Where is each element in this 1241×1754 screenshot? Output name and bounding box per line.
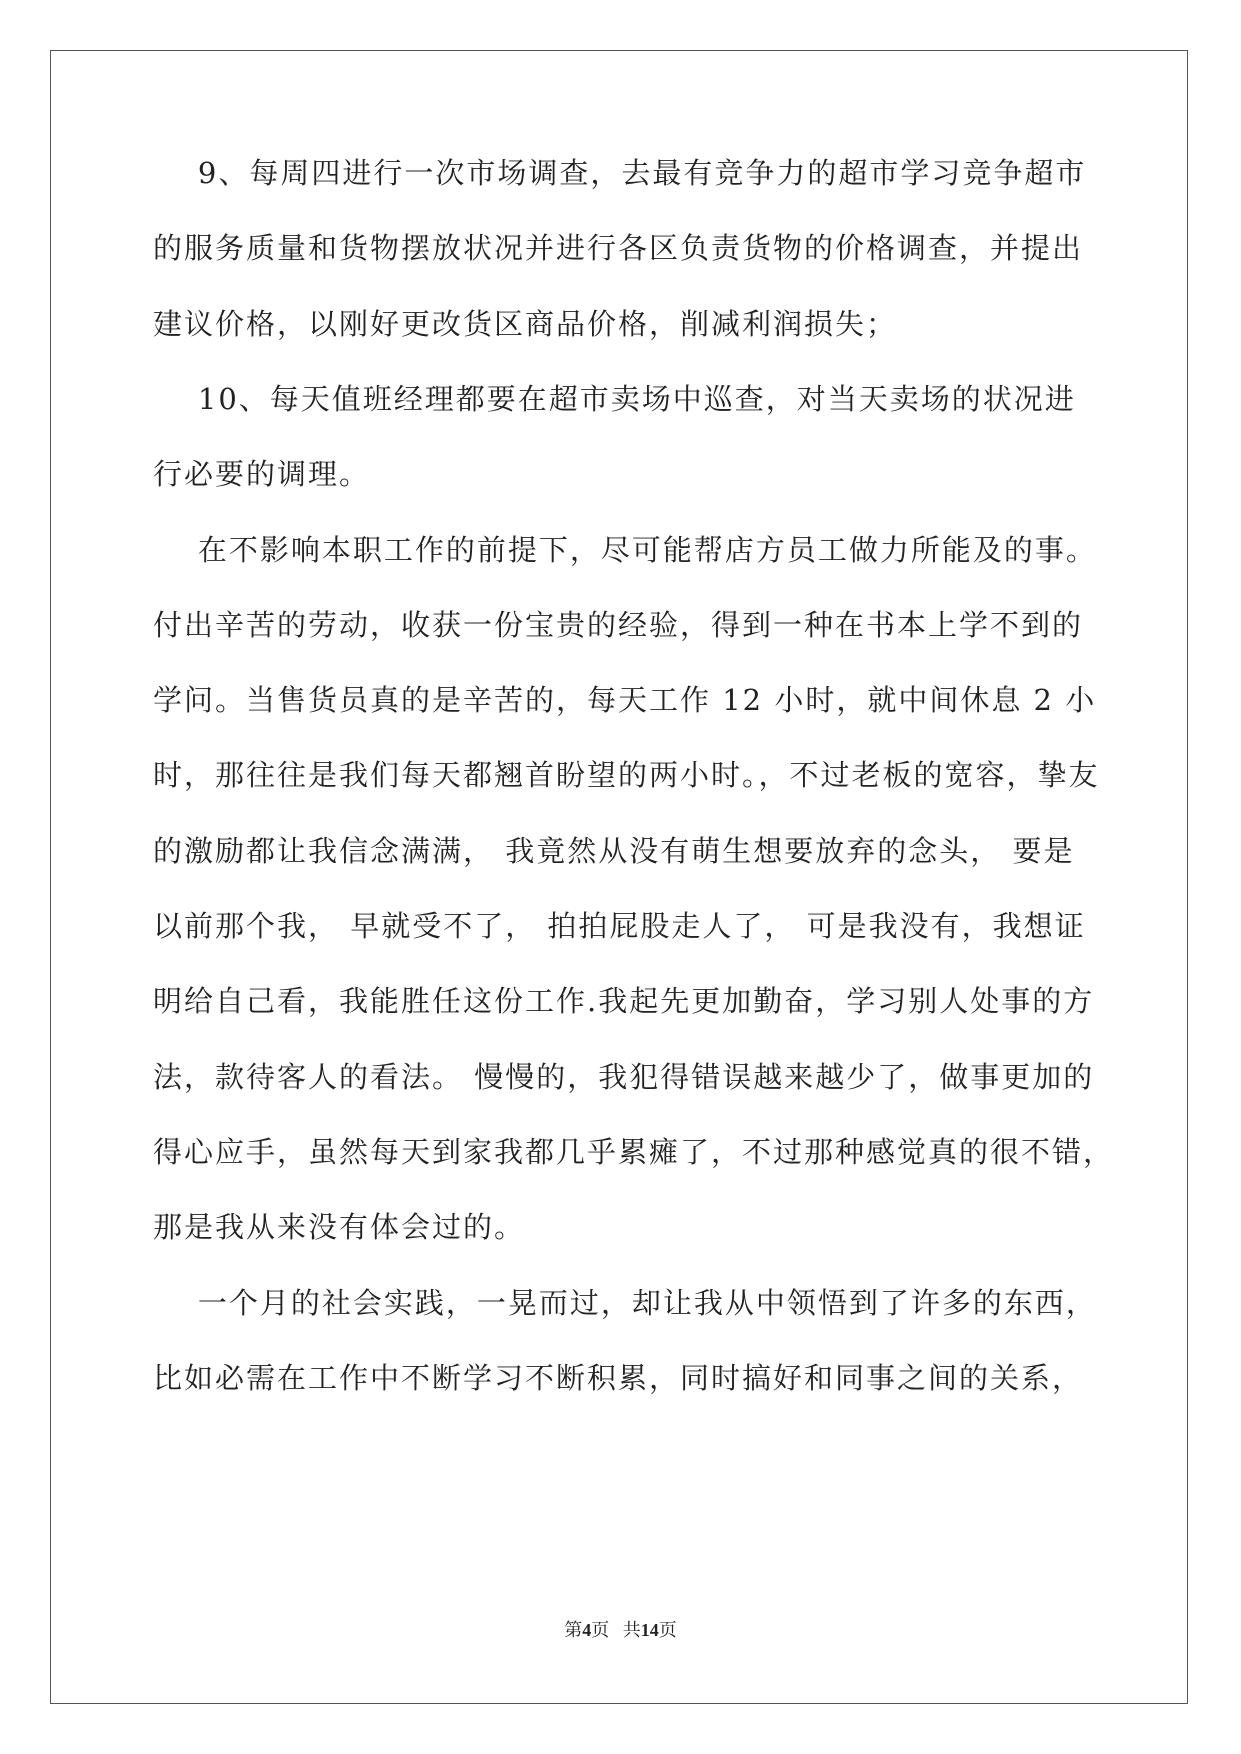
page-border bbox=[50, 50, 1188, 1704]
footer-total-suffix: 页 bbox=[658, 1620, 677, 1640]
footer-total-prefix: 共 bbox=[622, 1620, 641, 1640]
text-line: 在不影响本职工作的前提下，尽可能帮店方员工做力所能及的事。 bbox=[153, 533, 1097, 567]
current-page-number: 4 bbox=[582, 1620, 592, 1640]
text-line: 明给自己看，我能胜任这份工作.我起先更加勤奋，学习别人处事的方 bbox=[153, 984, 1095, 1018]
page-footer bbox=[0, 1616, 1241, 1642]
text-line: 的激励都让我信念满满， 我竟然从没有萌生想要放弃的念头， 要是 bbox=[153, 834, 1075, 868]
footer-prefix: 第 bbox=[564, 1620, 583, 1640]
text-line: 时，那往往是我们每天都翘首盼望的两小时。，不过老板的宽容，挚友 bbox=[153, 758, 1100, 792]
text-line: 一个月的社会实践，一晃而过，却让我从中领悟到了许多的东西， bbox=[153, 1286, 1097, 1320]
text-line: 的服务质量和货物摆放状况并进行各区负责货物的价格调查，并提出 bbox=[153, 231, 1084, 265]
text-line: 那是我从来没有体会过的。 bbox=[153, 1210, 526, 1244]
text-line: 建议价格，以刚好更改货区商品价格，削减利润损失； bbox=[153, 307, 898, 341]
text-line: 9、每周四进行一次市场调查，去最有竞争力的超市学习竞争超市 bbox=[153, 156, 1087, 190]
text-line: 付出辛苦的劳动，收获一份宝贵的经验，得到一种在书本上学不到的 bbox=[153, 608, 1084, 642]
text-line: 以前那个我， 早就受不了， 拍拍屁股走人了， 可是我没有，我想证 bbox=[153, 909, 1086, 943]
text-line: 学问。当售货员真的是辛苦的，每天工作 12 小时，就中间休息 2 小 bbox=[153, 683, 1097, 717]
text-line: 比如必需在工作中不断学习不断积累，同时搞好和同事之间的关系， bbox=[153, 1361, 1084, 1395]
footer-page-suffix: 页 bbox=[591, 1620, 610, 1640]
total-page-count: 14 bbox=[640, 1620, 659, 1640]
text-line: 得心应手，虽然每天到家我都几乎累瘫了，不过那种感觉真的很不错， bbox=[153, 1135, 1115, 1169]
text-line: 行必要的调理。 bbox=[153, 457, 371, 491]
text-line: 法，款待客人的看法。 慢慢的，我犯得错误越来越少了，做事更加的 bbox=[153, 1060, 1095, 1094]
text-line: 10、每天值班经理都要在超市卖场中巡查，对当天卖场的状况进 bbox=[153, 382, 1076, 416]
